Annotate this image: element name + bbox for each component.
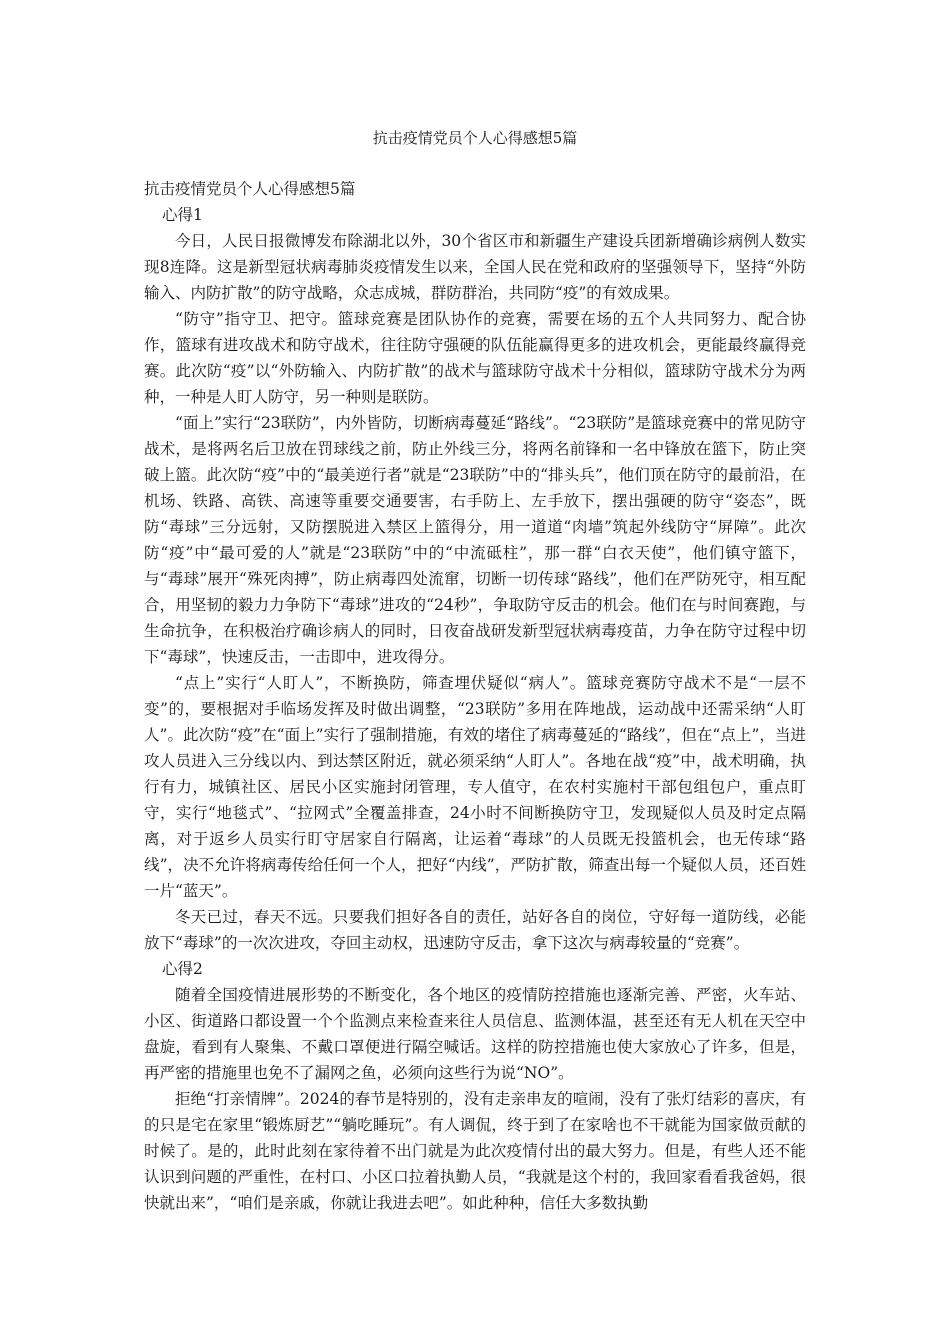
- document-body: [144, 176, 806, 1216]
- paragraph: 随着全国疫情进展形势的不断变化，各个地区的疫情防控措施也逐渐完善、严密，火车站、小区、街道路口都设置一个个监测点来检查来往人员信息、监测体温，甚至还有无人机在天空中盘旋，看到有人聚集、不戴口罩便进行隔空喊话。这样的防控措施也使大家放心了许多，但是，再严密的措施里也免不了漏网之鱼，必须向这些行为说“NO”。: [144, 986, 806, 1082]
- paragraph: “防守”指守卫、把守。篮球竞赛是团队协作的竞赛，需要在场的五个人共同努力、配合协作，篮球有进攻战术和防守战术，往往防守强硬的队伍能赢得更多的进攻机会，更能最终赢得竞赛。此次防“疫”以“外防输入、内防扩散”的战术与篮球防守战术十分相似，篮球防守战术分为两种，一种是人盯人防守，另一种则是联防。: [144, 310, 806, 406]
- paragraph: “面上”实行“23联防”，内外皆防，切断病毒蔓延“路线”。“23联防”是篮球竞赛中的常见防守战术，是将两名后卫放在罚球线之前，防止外线三分，将两名前锋和一名中锋放在篮下，防止突破上篮。此次防“疫”中的“最美逆行者”就是“23联防”中的“排头兵”，他们顶在防守的最前沿，在机场、铁路、高铁、高速等重要交通要害，右手防上、左手放下，摆出强硬的防守“姿态”，既防“毒球”三分远射，又防摆脱进入禁区上篮得分，用一道道“肉墙”筑起外线防守“屏障”。此次防“疫”中“最可爱的人”就是“23联防”中的“中流砥柱”，那一群“白衣天使”，他们镇守篮下，与“毒球”展开“殊死肉搏”，防止病毒四处流窜，切断一切传球“路线”，他们在严防死守，相互配合，用坚韧的毅力力争防下“毒球”进攻的“24秒”，争取防守反击的机会。他们在与时间赛跑，与生命抗争，在积极治疗确诊病人的同时，日夜奋战研发新型冠状病毒疫苗，力争在防守过程中切下“毒球”，快速反击，一击即中，进攻得分。: [144, 414, 806, 666]
- paragraph: 拒绝“打亲情牌”。2024的春节是特别的，没有走亲串友的喧闹，没有了张灯结彩的喜庆，有的只是宅在家里“锻炼厨艺”“躺吃睡玩”。有人调侃，终于到了在家啥也不干就能为国家做贡献的时候了。是的，此时此刻在家待着不出门就是为此次疫情付出的最大努力。但是，有些人还不能认识到问题的严重性，在村口、小区口拉着执勤人员，“我就是这个村的，我回家看看我爸妈，很快就出来”，“咱们是亲戚，你就让我进去吧”。如此种种，信任大多数执勤: [144, 1090, 806, 1212]
- section-heading: 心得1: [162, 206, 203, 224]
- paragraph: “点上”实行“人盯人”，不断换防，筛查埋伏疑似“病人”。篮球竞赛防守战术不是“一层不变”的，要根据对手临场发挥及时做出调整，“23联防”多用在阵地战，运动战中还需采纳“人盯人”。此次防“疫”在“面上”实行了强制措施，有效的堵住了病毒蔓延的“路线”，但在“点上”，当进攻人员进入三分线以内、到达禁区附近，就必须采纳“人盯人”。各地在战“疫”中，战术明确，执行有力，城镇社区、居民小区实施封闭管理，专人值守，在农村实施村干部包组包户，重点盯守，实行“地毯式”、“拉网式”全覆盖排查，24小时不间断换防守卫，发现疑似人员及时定点隔离，对于返乡人员实行盯守居家自行隔离，让运着“毒球”的人员既无投篮机会，也无传球“路线”，决不允许将病毒传给任何一个人，把好“内线”，严防扩散，筛查出每一个疑似人员，还百姓一片“蓝天”。: [144, 674, 806, 900]
- section-heading: 心得2: [162, 960, 203, 978]
- paragraph: 今日，人民日报微博发布除湖北以外，30个省区市和新疆生产建设兵团新增确诊病例人数实现8连降。这是新型冠状病毒肺炎疫情发生以来，全国人民在党和政府的坚强领导下，坚持“外防输入、内防扩散”的防守战略，众志成城，群防群治，共同防“疫”的有效成果。: [144, 232, 806, 302]
- paragraph: 冬天已过，春天不远。只要我们担好各自的责任，站好各自的岗位，守好每一道防线，必能放下“毒球”的一次次进攻，夺回主动权，迅速防守反击，拿下这次与病毒较量的“竞赛”。: [144, 908, 806, 952]
- document-title: 抗击疫情党员个人心得感想5篇: [372, 129, 578, 147]
- document-subtitle: 抗击疫情党员个人心得感想5篇: [144, 180, 356, 198]
